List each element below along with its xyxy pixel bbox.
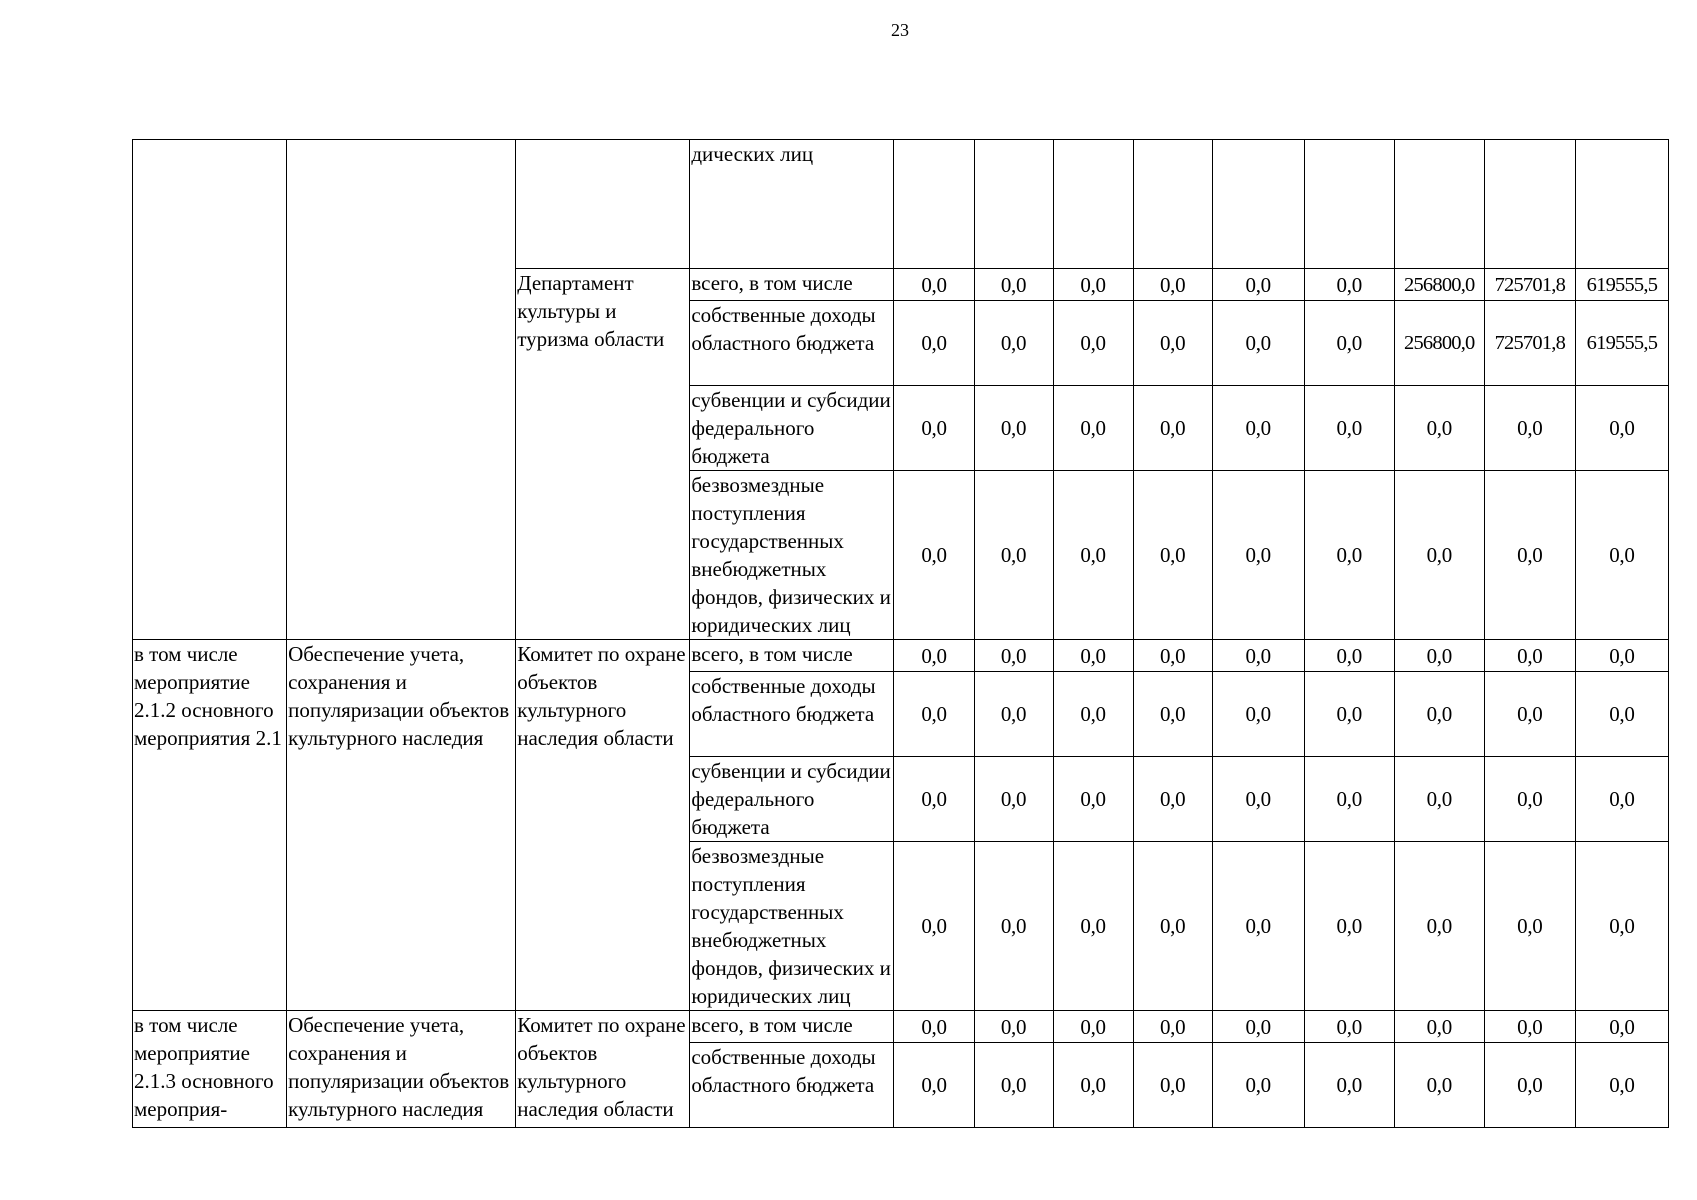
name-cell: Обеспечение учета, сохранения и популяризации объектов культурного наследия — [287, 640, 516, 1011]
value-cell: 0,0 — [1484, 842, 1575, 1011]
value-cell: 0,0 — [1133, 269, 1212, 301]
value-cell: 0,0 — [1212, 672, 1304, 757]
value-cell: 0,0 — [894, 386, 974, 471]
source-cell: безвозмездные поступления государственных внебюджетных фондов, физических и юридических лиц — [690, 842, 894, 1011]
value-cell: 0,0 — [1133, 672, 1212, 757]
value-cell: 0,0 — [1394, 386, 1484, 471]
value-cell: 0,0 — [974, 386, 1053, 471]
value-cell: 0,0 — [1484, 386, 1575, 471]
value-cell — [1053, 140, 1133, 269]
value-cell: 0,0 — [1304, 471, 1394, 640]
page-number: 23 — [891, 20, 909, 40]
value-cell: 0,0 — [1575, 842, 1668, 1011]
value-cell: 0,0 — [1133, 386, 1212, 471]
value-cell: 0,0 — [1484, 1011, 1575, 1043]
value-cell: 0,0 — [1304, 1011, 1394, 1043]
value-cell: 0,0 — [1575, 757, 1668, 842]
value-cell: 0,0 — [974, 757, 1053, 842]
value-cell: 0,0 — [974, 672, 1053, 757]
source-cell: безвозмездные поступления государственных внебюджетных фондов, физических и юридических лиц — [690, 471, 894, 640]
value-cell: 0,0 — [1212, 471, 1304, 640]
value-cell: 0,0 — [1484, 471, 1575, 640]
value-cell: 0,0 — [1304, 842, 1394, 1011]
value-cell: 0,0 — [1053, 1043, 1133, 1128]
source-cell: субвенции и субсидии федерального бюджета — [690, 386, 894, 471]
value-cell: 0,0 — [1484, 640, 1575, 672]
value-cell: 256800,0 — [1394, 301, 1484, 386]
value-cell: 0,0 — [1212, 1011, 1304, 1043]
value-cell: 0,0 — [1304, 301, 1394, 386]
value-cell: 0,0 — [1133, 1043, 1212, 1128]
value-cell: 0,0 — [1304, 386, 1394, 471]
value-cell: 0,0 — [1212, 757, 1304, 842]
value-cell: 0,0 — [1212, 301, 1304, 386]
value-cell: 0,0 — [1394, 1043, 1484, 1128]
item-cell: в том числе мероприятие 2.1.2 основного мероприятия 2.1 — [133, 640, 287, 1011]
budget-table — [132, 139, 1669, 1128]
value-cell: 0,0 — [1133, 301, 1212, 386]
source-cell: всего, в том числе — [690, 1011, 894, 1043]
value-cell: 0,0 — [1133, 640, 1212, 672]
value-cell — [1212, 140, 1304, 269]
value-cell: 0,0 — [1484, 672, 1575, 757]
value-cell: 0,0 — [1304, 1043, 1394, 1128]
item-cell: в том числе мероприятие 2.1.3 основного мероприя- — [133, 1011, 287, 1128]
value-cell: 0,0 — [974, 842, 1053, 1011]
value-cell: 619555,5 — [1575, 301, 1668, 386]
value-cell: 0,0 — [894, 757, 974, 842]
value-cell: 0,0 — [1575, 1043, 1668, 1128]
value-cell: 0,0 — [1133, 757, 1212, 842]
value-cell: 0,0 — [1394, 1011, 1484, 1043]
name-cell — [287, 140, 516, 640]
value-cell: 0,0 — [974, 640, 1053, 672]
value-cell: 0,0 — [1053, 301, 1133, 386]
table-row — [133, 140, 1669, 269]
value-cell: 0,0 — [1575, 1011, 1668, 1043]
executor-cell: Комитет по охране объектов культурного наследия области — [516, 640, 690, 1011]
value-cell: 0,0 — [1212, 1043, 1304, 1128]
value-cell: 0,0 — [974, 301, 1053, 386]
value-cell: 0,0 — [1212, 842, 1304, 1011]
value-cell: 0,0 — [1212, 386, 1304, 471]
table-row — [133, 640, 1669, 672]
source-cell: собственные доходы областного бюджета — [690, 672, 894, 757]
value-cell: 0,0 — [1133, 471, 1212, 640]
value-cell: 0,0 — [894, 1011, 974, 1043]
source-cell: собственные доходы областного бюджета — [690, 1043, 894, 1128]
value-cell — [894, 140, 974, 269]
executor-cell — [516, 140, 690, 269]
value-cell: 0,0 — [1394, 672, 1484, 757]
value-cell: 0,0 — [894, 471, 974, 640]
value-cell: 0,0 — [894, 672, 974, 757]
value-cell: 0,0 — [1304, 757, 1394, 842]
value-cell: 0,0 — [894, 269, 974, 301]
item-cell — [133, 140, 287, 640]
value-cell: 0,0 — [894, 301, 974, 386]
value-cell: 725701,8 — [1484, 301, 1575, 386]
value-cell: 0,0 — [1053, 471, 1133, 640]
value-cell: 0,0 — [1212, 640, 1304, 672]
source-cell: собственные доходы областного бюджета — [690, 301, 894, 386]
value-cell: 0,0 — [974, 269, 1053, 301]
value-cell — [1484, 140, 1575, 269]
value-cell: 0,0 — [1394, 640, 1484, 672]
value-cell: 0,0 — [1053, 842, 1133, 1011]
value-cell: 0,0 — [1484, 1043, 1575, 1128]
table-row — [133, 1011, 1669, 1043]
value-cell: 0,0 — [1394, 842, 1484, 1011]
value-cell — [1575, 140, 1668, 269]
source-cell: субвенции и субсидии федерального бюджета — [690, 757, 894, 842]
value-cell: 0,0 — [894, 640, 974, 672]
value-cell: 0,0 — [1575, 672, 1668, 757]
value-cell: 0,0 — [1053, 386, 1133, 471]
value-cell: 0,0 — [1304, 269, 1394, 301]
executor-cell: Департамент культуры и туризма области — [516, 269, 690, 640]
value-cell: 0,0 — [1304, 672, 1394, 757]
value-cell — [1394, 140, 1484, 269]
source-cell: всего, в том числе — [690, 269, 894, 301]
value-cell: 619555,5 — [1575, 269, 1668, 301]
value-cell: 725701,8 — [1484, 269, 1575, 301]
value-cell: 0,0 — [1394, 757, 1484, 842]
value-cell: 0,0 — [974, 1043, 1053, 1128]
value-cell: 0,0 — [1053, 1011, 1133, 1043]
value-cell: 0,0 — [1304, 640, 1394, 672]
value-cell: 0,0 — [974, 471, 1053, 640]
value-cell — [1304, 140, 1394, 269]
value-cell: 0,0 — [1575, 386, 1668, 471]
source-cell: всего, в том числе — [690, 640, 894, 672]
value-cell: 0,0 — [1133, 1011, 1212, 1043]
value-cell: 0,0 — [1212, 269, 1304, 301]
value-cell: 0,0 — [1575, 471, 1668, 640]
value-cell: 0,0 — [894, 842, 974, 1011]
value-cell: 0,0 — [1394, 471, 1484, 640]
value-cell — [1133, 140, 1212, 269]
value-cell: 0,0 — [1575, 640, 1668, 672]
executor-cell: Комитет по охране объектов культурного наследия области — [516, 1011, 690, 1128]
value-cell: 256800,0 — [1394, 269, 1484, 301]
source-cell: дических лиц — [690, 140, 894, 269]
name-cell: Обеспечение учета, сохранения и популяризации объектов культурного наследия — [287, 1011, 516, 1128]
value-cell: 0,0 — [1053, 640, 1133, 672]
value-cell: 0,0 — [974, 1011, 1053, 1043]
value-cell: 0,0 — [1053, 757, 1133, 842]
value-cell: 0,0 — [1053, 269, 1133, 301]
value-cell: 0,0 — [1133, 842, 1212, 1011]
value-cell: 0,0 — [1053, 672, 1133, 757]
value-cell — [974, 140, 1053, 269]
value-cell: 0,0 — [894, 1043, 974, 1128]
value-cell: 0,0 — [1484, 757, 1575, 842]
